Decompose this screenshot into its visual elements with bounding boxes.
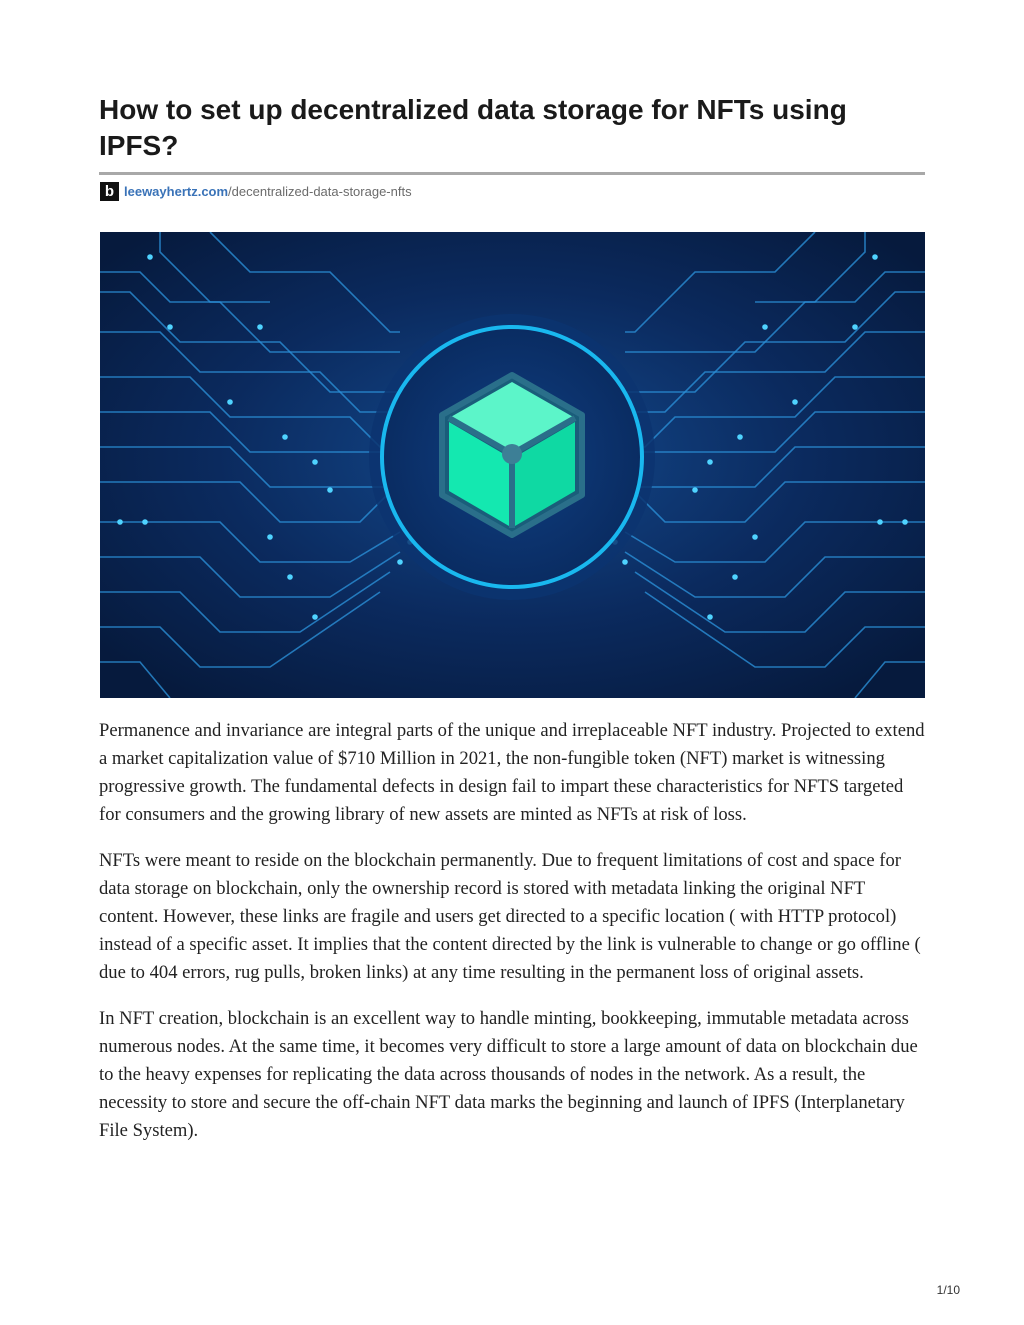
title-divider — [99, 172, 925, 175]
article-title: How to set up decentralized data storage for NFTs using IPFS? — [99, 94, 847, 161]
paragraph-3: In NFT creation, blockchain is an excellent way to handle minting, bookkeeping, immutable metadata across numerous nodes. At the same time, it becomes very difficult to store a large amount of data on blockchain due to the heavy expenses for replicating the data across thousands of nodes in the network. As a result, the necessity to store and secure the off-chain NFT data marks the beginning and launch of IPFS (Interplanetary File System). — [99, 1008, 918, 1141]
source-link[interactable] — [100, 181, 412, 201]
source-path: /decentralized-data-storage-nfts — [228, 183, 412, 199]
source-url[interactable] — [124, 184, 412, 199]
page-number: 1/10 — [936, 1283, 960, 1297]
article-body — [99, 717, 925, 1163]
circuit-illustration — [100, 232, 925, 698]
paragraph-1: Permanence and invariance are integral parts of the unique and irreplaceable NFT industry. Projected to extend a market capitalization value of $710 Million in 2021, the non-fungible token (NFT) market is witnessing progressive growth. The fundamental defects in design fail to impart these characteristics for NFTS targeted for consumers and the growing library of new assets are minted as NFTs at risk of loss. — [99, 720, 925, 825]
source-domain: leewayhertz.com — [124, 183, 229, 199]
paragraph-2: NFTs were meant to reside on the blockchain permanently. Due to frequent limitations of cost and space for data storage on blockchain, only the ownership record is stored with metadata linking the original NFT content. However, these links are fragile and users get directed to a specific location ( with HTTP protocol) instead of a specific asset. It implies that the content directed by the link is vulnerable to change or go offline ( due to 404 errors, rug pulls, broken links) at any time resulting in the permanent loss of original assets. — [99, 850, 921, 983]
hero-image — [100, 232, 925, 698]
site-favicon-icon: b — [100, 182, 119, 201]
